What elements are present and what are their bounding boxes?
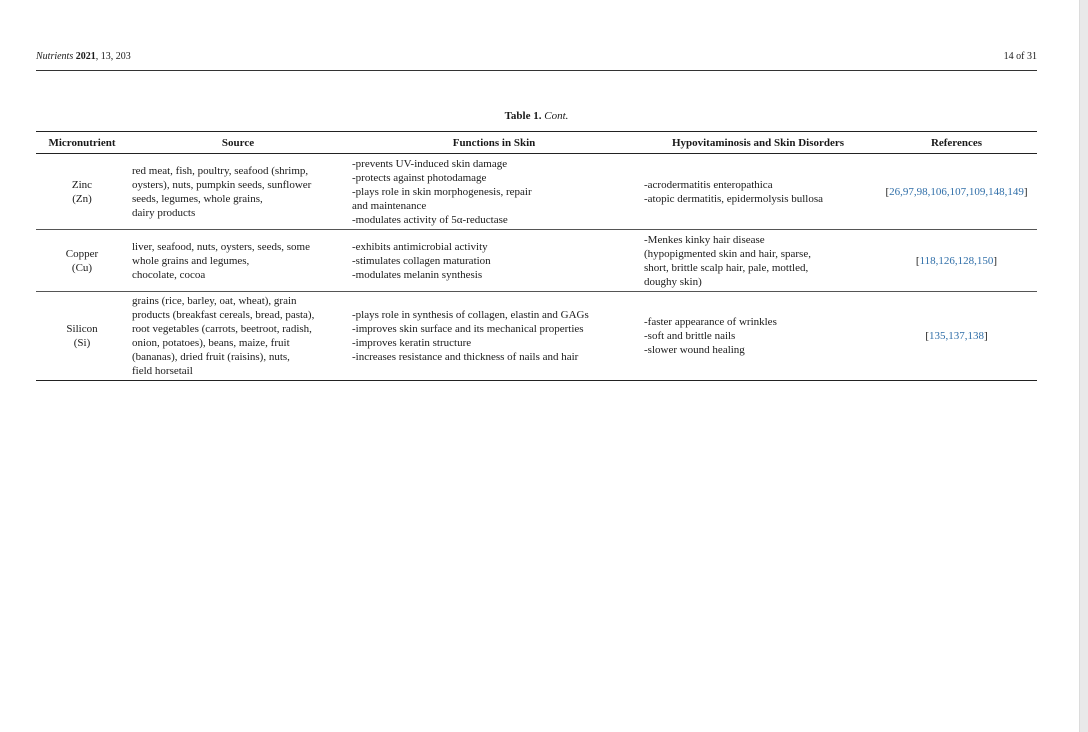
disorders-cell-line: -atopic dermatitis, epidermolysis bullosa: [644, 192, 824, 205]
table-row: [36, 292, 1037, 381]
functions-cell-line: -improves keratin structure: [352, 337, 472, 349]
source-cell-line: dairy products: [132, 206, 196, 219]
reference-link[interactable]: 135: [929, 330, 946, 342]
reference-link[interactable]: 109: [968, 185, 986, 198]
micronutrient-table: [36, 131, 1037, 381]
disorders-cell-line: short, brittle scalp hair, pale, mottled,: [644, 261, 809, 274]
source-cell-line: (bananas), dried fruit (raisins), nuts,: [132, 351, 290, 363]
functions-cell-line: -exhibits antimicrobial activity: [352, 240, 488, 253]
source-cell: [128, 154, 348, 230]
table-caption-label: Table 1.: [504, 110, 542, 122]
column-header-micronutrient: Micronutrient: [36, 132, 128, 154]
source-cell-line: onion, potatoes), beans, maize, fruit: [132, 337, 290, 349]
source-cell-line: seeds, legumes, whole grains,: [132, 192, 263, 205]
disorders-cell-line: -Menkes kinky hair disease: [644, 233, 765, 246]
reference-link[interactable]: 137: [948, 330, 965, 342]
reference-link[interactable]: 107: [949, 185, 967, 198]
table-caption: [36, 109, 1037, 123]
functions-cell-line: -increases resistance and thickness of nails and hair: [352, 351, 579, 363]
source-cell-line: chocolate, cocoa: [132, 268, 206, 281]
reference-link[interactable]: 138: [967, 330, 984, 342]
source-cell: [128, 230, 348, 292]
source-cell-line: red meat, fish, poultry, seafood (shrimp,: [132, 164, 309, 177]
source-cell-line: whole grains and legumes,: [132, 254, 250, 267]
reference-link[interactable]: 97: [902, 185, 914, 198]
functions-cell: [348, 292, 640, 381]
micronutrient-cell-line: (Zn): [72, 192, 92, 205]
functions-cell-line: -modulates melanin synthesis: [352, 268, 483, 281]
disorders-cell: [640, 292, 876, 381]
reference-link[interactable]: 118: [919, 254, 936, 267]
functions-cell-line: -protects against photodamage: [352, 171, 487, 184]
column-header-references: References: [876, 132, 1037, 154]
disorders-cell: [640, 230, 876, 292]
journal-year: 2021: [75, 51, 96, 62]
reference-link[interactable]: 149: [1007, 185, 1024, 198]
table-caption-cont: Cont.: [544, 110, 569, 122]
column-header-disorders: Hypovitaminosis and Skin Disorders: [640, 132, 876, 154]
disorders-cell-line: -slower wound healing: [644, 344, 745, 356]
reference-link[interactable]: 150: [976, 254, 994, 267]
functions-cell-line: -improves skin surface and its mechanical properties: [352, 323, 584, 335]
journal-volume-pages: , 13, 203: [95, 51, 131, 62]
micronutrient-cell: [36, 292, 128, 381]
source-cell-line: root vegetables (carrots, beetroot, radish,: [132, 323, 312, 335]
reference-link[interactable]: 26: [889, 185, 901, 198]
functions-cell-line: -prevents UV-induced skin damage: [352, 157, 508, 170]
column-header-source: Source: [128, 132, 348, 154]
running-header: [36, 51, 1037, 65]
micronutrient-cell: [36, 230, 128, 292]
source-cell-line: grains (rice, barley, oat, wheat), grain: [132, 295, 297, 307]
viewer-edge: [1079, 0, 1088, 732]
functions-cell-line: and maintenance: [352, 199, 427, 212]
table-row: [36, 230, 1037, 292]
references-cell: [26,97,98,106,107,109,148,149]: [876, 154, 1037, 230]
disorders-cell-line: (hypopigmented skin and hair, sparse,: [644, 247, 811, 260]
disorders-cell-line: -faster appearance of wrinkles: [644, 316, 777, 328]
reference-link[interactable]: 148: [988, 185, 1005, 198]
source-cell-line: field horsetail: [132, 365, 193, 377]
header-rule: [36, 70, 1037, 71]
disorders-cell: [640, 154, 876, 230]
micronutrient-cell-line: Silicon: [66, 323, 98, 335]
micronutrient-cell-line: Copper: [65, 247, 99, 260]
journal-citation: [36, 51, 131, 63]
functions-cell: [348, 154, 640, 230]
functions-cell-line: -modulates activity of 5α-reductase: [352, 213, 508, 226]
disorders-cell-line: -acrodermatitis enteropathica: [644, 178, 773, 191]
reference-link[interactable]: 106: [930, 185, 947, 198]
disorders-cell-line: -soft and brittle nails: [644, 330, 736, 342]
functions-cell-line: -stimulates collagen maturation: [352, 254, 491, 267]
table-body: [36, 154, 1037, 381]
micronutrient-cell-line: (Cu): [71, 261, 93, 274]
functions-cell-line: -plays role in skin morphogenesis, repair: [352, 185, 532, 198]
micronutrient-cell: [36, 154, 128, 230]
reference-link[interactable]: 128: [957, 254, 975, 267]
functions-cell: [348, 230, 640, 292]
source-cell-line: products (breakfast cereals, bread, pasta),: [132, 309, 315, 321]
table-row: [36, 154, 1037, 230]
disorders-cell-line: doughy skin): [644, 275, 702, 288]
column-header-functions: Functions in Skin: [348, 132, 640, 154]
journal-name: Nutrients: [36, 51, 74, 62]
source-cell-line: liver, seafood, nuts, oysters, seeds, some: [132, 240, 310, 253]
reference-link[interactable]: 98: [916, 185, 928, 198]
micronutrient-cell-line: (Si): [73, 337, 91, 349]
source-cell-line: oysters), nuts, pumpkin seeds, sunflower: [132, 178, 312, 191]
reference-link[interactable]: 126: [938, 254, 955, 267]
table-header-row: [36, 132, 1037, 154]
functions-cell-line: -plays role in synthesis of collagen, elastin and GAGs: [352, 309, 589, 321]
source-cell: [128, 292, 348, 381]
micronutrient-cell-line: Zinc: [71, 178, 93, 191]
references-cell: [118,126,128,150]: [876, 230, 1037, 292]
page-number: 14 of 31: [1003, 51, 1037, 62]
references-cell: [135,137,138]: [876, 292, 1037, 381]
